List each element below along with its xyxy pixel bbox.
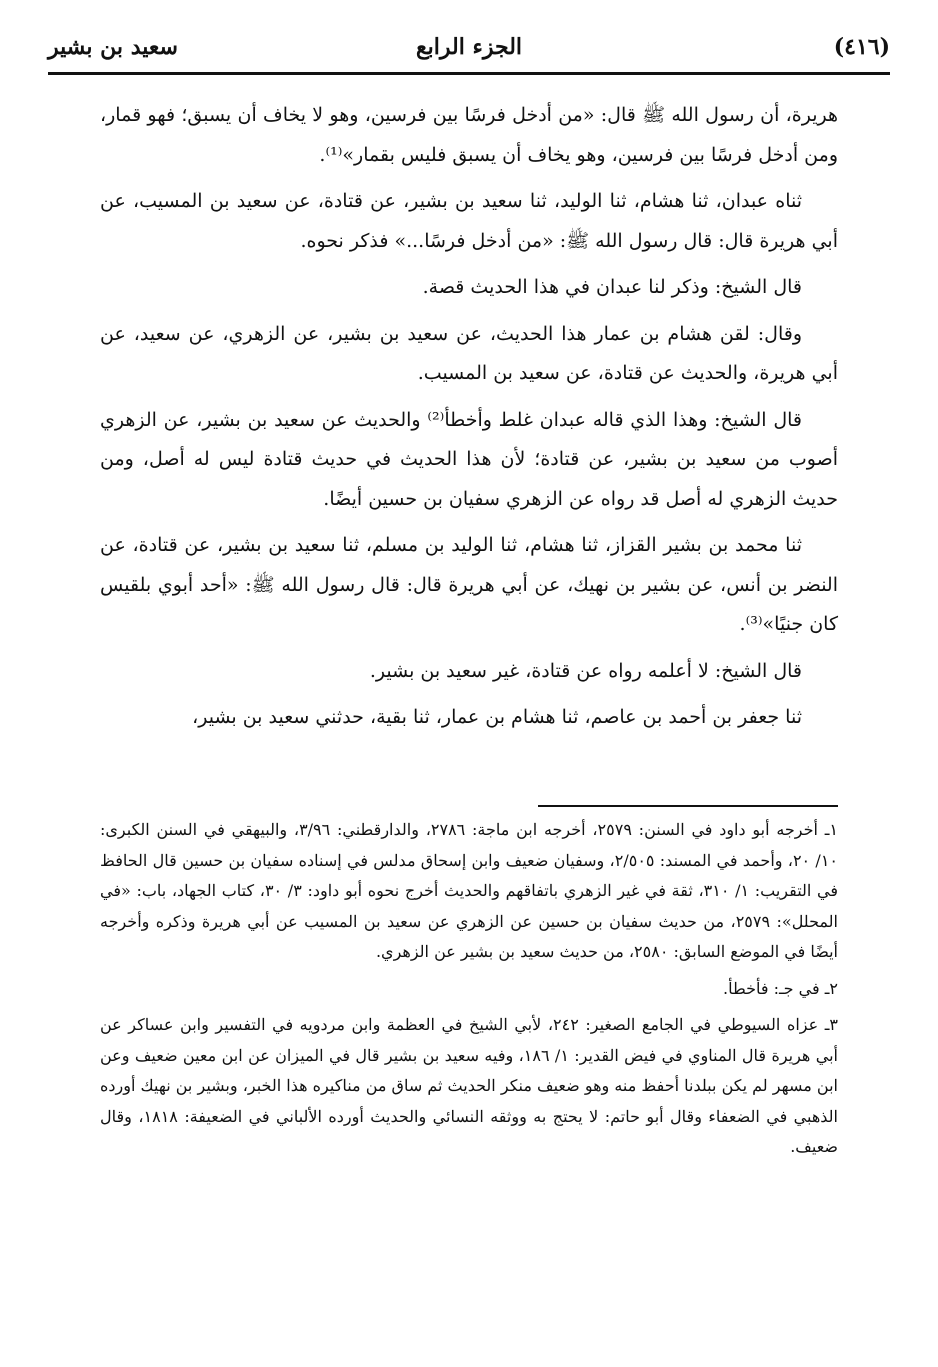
footnotes: [100, 815, 838, 1169]
paragraph: قال الشيخ: وذكر لنا عبدان في هذا الحديث قصة.: [422, 276, 802, 298]
main-text: [100, 96, 838, 745]
volume-title: الجزء الرابع: [415, 34, 523, 60]
paragraph: هريرة، أن رسول الله ﷺ قال: «من أدخل فرسًا بين فرسين، وهو لا يخاف أن يسبق؛ فهو قمار، ومن أدخل فرسًا بين فرسين، وهو يخاف أن يسبق فليس بقمار»⁽¹⁾.: [100, 104, 838, 166]
paragraph: ثنا محمد بن بشير القزاز، ثنا هشام، ثنا الوليد بن مسلم، ثنا سعيد بن بشير، عن قتادة، عن النضر بن أنس، عن بشير بن نهيك، عن أبي هريرة قال: قال رسول الله ﷺ: «أحد أبوي بلقيس كان جنيًا»⁽³⁾.: [100, 534, 838, 635]
running-title: سعيد بن بشير: [48, 34, 178, 60]
page-header: [48, 28, 890, 75]
footnote-divider: [538, 805, 838, 807]
footnote-2: ٢ـ في جـ: فأخطأ.: [723, 978, 838, 998]
paragraph: قال الشيخ: وهذا الذي قاله عبدان غلط وأخطأ⁽²⁾ والحديث عن سعيد بن بشير، عن الزهري أصوب من سعيد بن بشير، عن قتادة؛ لأن هذا الحديث في حديث قتادة ليس له أصل، ومن حديث الزهري له أصل قد رواه عن الزهري سفيان بن حسين أيضًا.: [100, 408, 838, 510]
paragraph: قال الشيخ: لا أعلمه رواه عن قتادة، غير سعيد بن بشير.: [369, 659, 802, 682]
page-number: (٤١٦): [833, 34, 890, 60]
paragraph: ثناه عبدان، ثنا هشام، ثنا الوليد، ثنا سعيد بن بشير، عن قتادة، عن سعيد بن المسيب، عن أبي هريرة قال: قال رسول الله ﷺ: «من أدخل فرسًا...» فذكر نحوه.: [100, 190, 838, 252]
footnote-3: ٣ـ عزاه السيوطي في الجامع الصغير: ٢٤٢، لأبي الشيخ في العظمة وابن مردويه في التفسير وابن عساكر عن أبي هريرة قال المناوي في فيض القدير: ١/ ١٨٦، وفيه سعيد بن بشير قال في الميزان عن ابن معين ضعيف وعن ابن مسهر لم يكن ببلدنا أحفظ منه وهو ضعيف منكر الحديث ثم ساق من مناكيره هذا الخبر، وبشير بن نهيك أورده الذهبي في الضعفاء وقال أبو حاتم: لا يحتج به ووثقه النسائي والحديث أورده الألباني في الضعيفة: ١٨١٨، وقال ضعيف.: [100, 1015, 838, 1156]
paragraph: ثنا جعفر بن أحمد بن عاصم، ثنا هشام بن عمار، ثنا بقية، حدثني سعيد بن بشير،: [192, 706, 802, 728]
paragraph: وقال: لقن هشام بن عمار هذا الحديث، عن سعيد بن بشير، عن الزهري، عن سعيد، عن أبي هريرة، والحديث عن قتادة، عن سعيد بن المسيب.: [100, 322, 838, 384]
footnote-1: ١ـ أخرجه أبو داود في السنن: ٢٥٧٩، أخرجه ابن ماجة: ٢٧٨٦، والدارقطني: ٣/٩٦، والبيهقي في السنن الكبرى: ١٠/ ٢٠، وأحمد في المسند: ٢/٥٠٥، وسفيان ضعيف وابن إسحاق مدلس في إسناده سفيان بن حسين قال الحافظ في التقريب: ١/ ٣١٠، ثقة في غير الزهري باتفاقهم والحديث أخرج نحوه أبو داود: ٣/ ٣٠، كتاب الجهاد، باب: «في المحلل»: ٢٥٧٩، من حديث سفيان بن حسين عن الزهري عن سعيد بن المسيب عن أبي هريرة وذكره وأخرجه أيضًا في الموضع السابق: ٢٥٨٠، من حديث سعيد بن بشير عن الزهري.: [100, 820, 839, 961]
